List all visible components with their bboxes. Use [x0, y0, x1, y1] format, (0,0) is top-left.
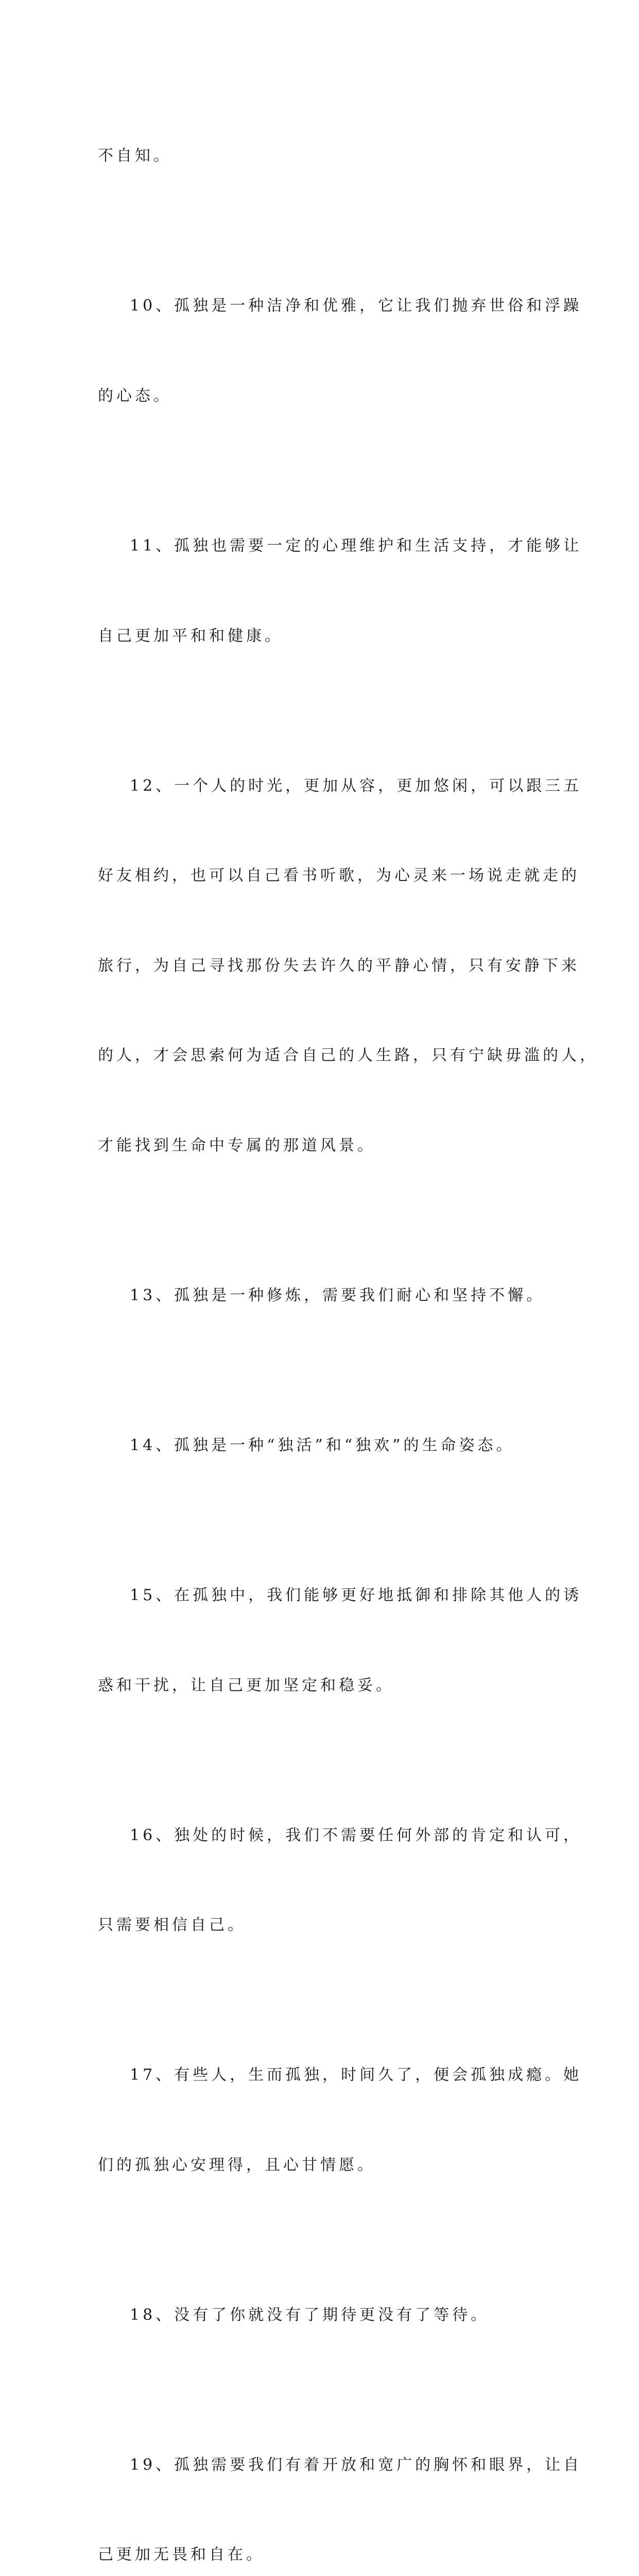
text-line: 好友相约，也可以自己看书听歌，为心灵来一场说走就走的 — [98, 867, 580, 885]
text-line: 17、有些人，生而孤独，时间久了，便会孤独成瘾。她 — [130, 2066, 582, 2084]
text-line: 16、独处的时候，我们不需要任何外部的肯定和认可， — [130, 1826, 582, 1844]
paragraph-item-16 — [98, 1760, 582, 2001]
text-line: 10、孤独是一种洁净和优雅，它让我们抛弃世俗和浮躁 — [130, 297, 582, 315]
text-line: 12、一个人的时光，更加从容，更加悠闲，可以跟三五 — [130, 776, 582, 795]
paragraph-item-17 — [98, 2001, 582, 2241]
text-line: 们的孤独心安理得，且心甘情愿。 — [98, 2156, 376, 2174]
text-line: 惑和干扰，让自己更加坚定和稳妥。 — [98, 1676, 394, 1694]
paragraph-continuation — [98, 81, 543, 231]
text-line: 18、没有了你就没有了期待更没有了等待。 — [130, 2306, 490, 2324]
text-line: 11、孤独也需要一定的心理维护和生活支持，才能够让 — [130, 537, 582, 555]
paragraph-item-10 — [98, 231, 582, 471]
paragraph-item-19 — [98, 2390, 582, 2576]
text-line: 只需要相信自己。 — [98, 1916, 246, 1935]
paragraph-item-12 — [98, 711, 598, 1221]
text-line: 己更加无畏和自在。 — [98, 2546, 265, 2564]
text-line: 13、孤独是一种修炼，需要我们耐心和坚持不懈。 — [130, 1286, 545, 1304]
text-line: 14、孤独是一种“独活”和“独欢”的生命姿态。 — [130, 1436, 515, 1454]
document-body — [98, 81, 598, 2576]
text-line: 的人，才会思索何为适合自己的人生路，只有宁缺毋滥的人， — [98, 1046, 598, 1065]
paragraph-item-18 — [98, 2240, 543, 2390]
text-line: 才能找到生命中专属的那道风景。 — [98, 1136, 376, 1155]
text-line: 的心态。 — [98, 387, 172, 405]
text-line: 15、在孤独中，我们能够更好地抵御和排除其他人的诱 — [130, 1586, 582, 1604]
text-line: 19、孤独需要我们有着开放和宽广的胸怀和眼界，让自 — [130, 2455, 582, 2474]
paragraph-item-13 — [98, 1221, 543, 1371]
text-line: 不自知。 — [98, 147, 172, 165]
text-line: 旅行，为自己寻找那份失去许久的平静心情，只有安静下来 — [98, 956, 580, 975]
paragraph-item-15 — [98, 1521, 582, 1761]
text-line: 自己更加平和和健康。 — [98, 626, 283, 645]
paragraph-item-14 — [98, 1371, 543, 1521]
paragraph-item-11 — [98, 471, 582, 711]
